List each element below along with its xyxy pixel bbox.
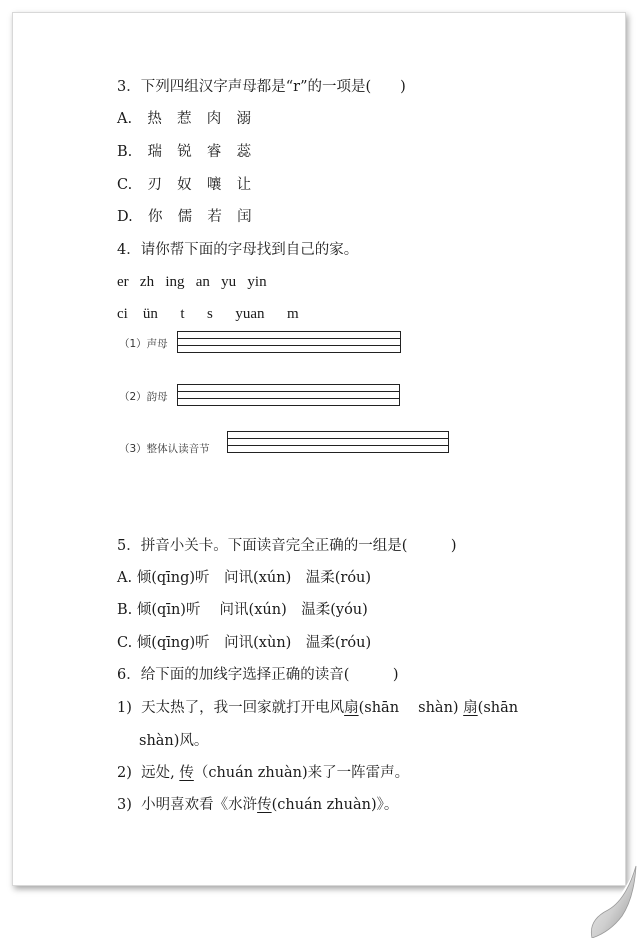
q4-letters-row-2: ci ün t s yuan m: [117, 306, 299, 322]
box-label-finals: （2）韵母: [119, 391, 168, 403]
q6-item-1-continued: shàn)风。: [139, 733, 209, 749]
q3-stem: 3．下列四组汉字声母都是“r”的一项是( ): [117, 79, 406, 95]
q4-letters-row-1: er zh ing an yu yin: [117, 274, 267, 290]
q3-option-b: B. 瑞 锐 睿 蕊: [117, 144, 252, 160]
answer-box-whole-syllables[interactable]: [227, 431, 449, 453]
q6-item-2: 2) 远处, 传（chuán zhuàn)来了一阵雷声。: [117, 765, 410, 781]
q5-stem: 5．拼音小关卡。下面读音完全正确的一组是( ): [117, 538, 457, 554]
box-label-whole-syllables: （3）整体认读音节: [119, 443, 210, 455]
q3-option-d: D. 你 儒 若 闰: [117, 209, 252, 225]
q5-option-a: A. 倾(qīng)听 问讯(xún) 温柔(róu): [117, 570, 372, 586]
q6-item-3: 3) 小明喜欢看《水浒传(chuán zhuàn)》。: [117, 797, 399, 813]
answer-box-finals[interactable]: [177, 384, 400, 406]
box-label-initials: （1）声母: [119, 338, 168, 350]
q4-stem: 4．请你帮下面的字母找到自己的家。: [117, 242, 359, 258]
page-curl-icon: [570, 858, 640, 938]
q3-option-c: C. 刃 奴 嚷 让: [117, 177, 252, 193]
worksheet-page: [12, 12, 626, 886]
q6-stem: 6．给下面的加线字选择正确的读音( ): [117, 667, 399, 683]
answer-box-initials[interactable]: [177, 331, 401, 353]
q6-item-1: 1) 天太热了，我一回家就打开电风扇(shān shàn) 扇(shān: [117, 700, 519, 716]
q3-option-a: A. 热 惹 肉 溺: [117, 111, 251, 127]
q5-option-b: B. 倾(qīn)听 问讯(xún) 温柔(yóu): [117, 602, 368, 618]
q5-option-c: C. 倾(qīng)听 问讯(xùn) 温柔(róu): [117, 635, 372, 651]
